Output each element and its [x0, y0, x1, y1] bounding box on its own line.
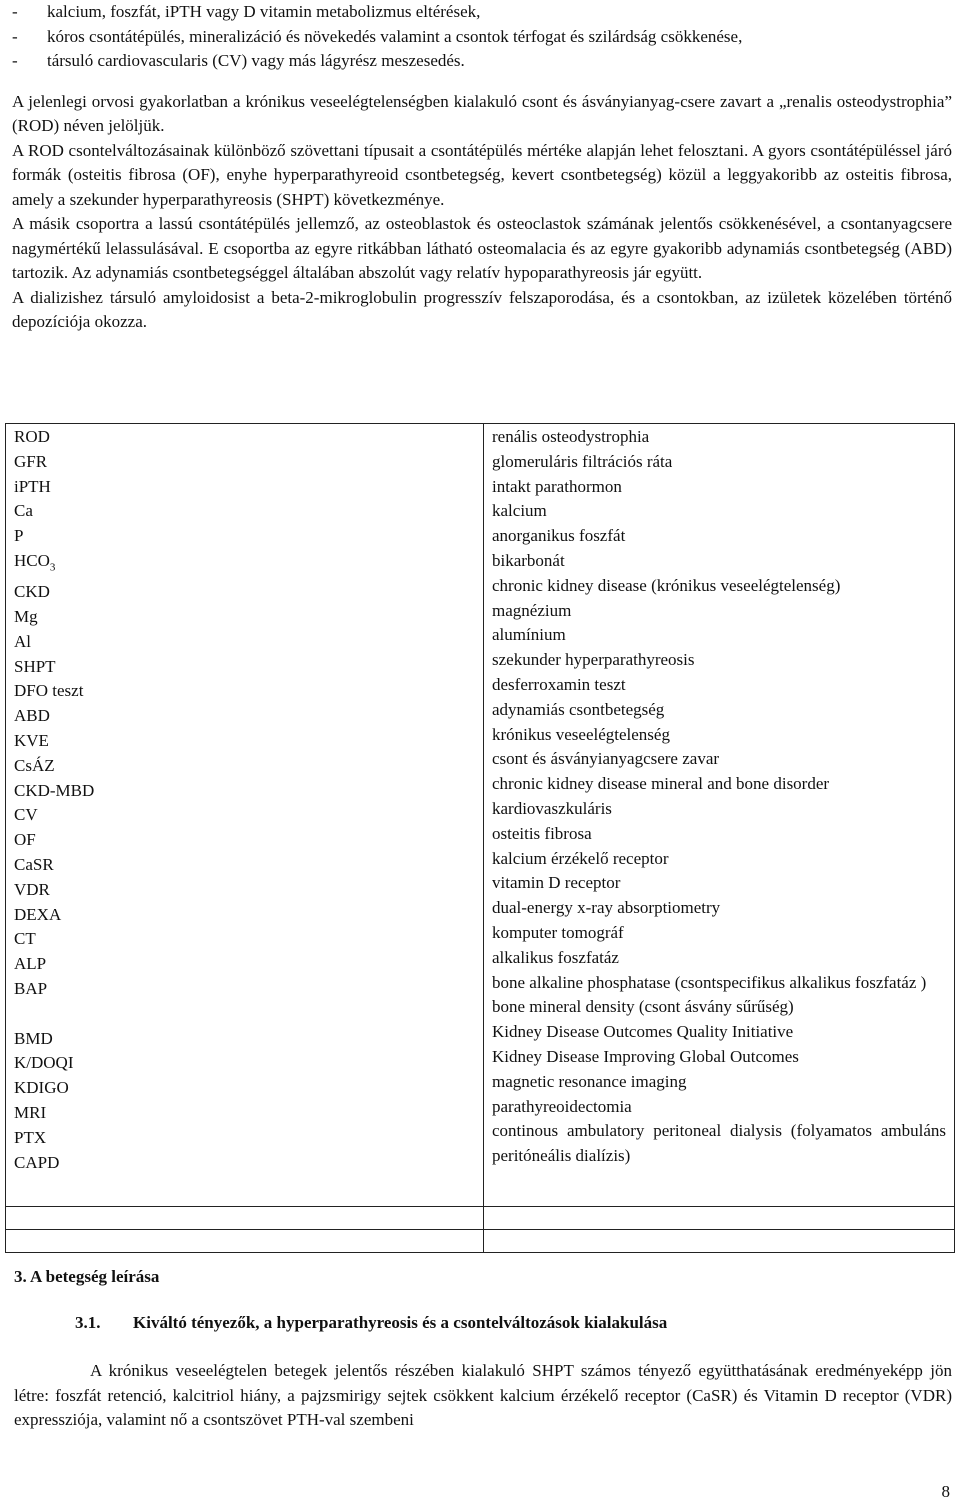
- meaning-cell: chronic kidney disease (krónikus veseelégtelenség): [492, 575, 841, 595]
- bullet-item: - kalcium, foszfát, iPTH vagy D vitamin metabolizmus eltérések,: [12, 2, 481, 21]
- abbreviation-cell: P: [14, 526, 24, 546]
- meaning-cell: krónikus veseelégtelenség: [492, 724, 670, 744]
- abbreviation-column: [6, 424, 484, 1207]
- section-body-text: A krónikus veseelégtelen betegek jelentős részében kialakuló SHPT számos tényező együtthatásának eredményeképp jön létre: foszfát retenció, kalcitriol hiány, a pajzsmirigy sejtek csökkent kalcium érzékelő receptor (CaSR) és Vitamin D receptor (VDR) expressziója, valamint nő a csontszövet PTH-val szembeni: [14, 1361, 952, 1429]
- meaning-cell: magnézium: [492, 600, 572, 620]
- meaning-cell: renális osteodystrophia: [492, 427, 650, 446]
- meaning-cell: dual-energy x-ray absorptiometry: [492, 898, 721, 918]
- subsection-heading: [75, 1311, 667, 1336]
- abbreviation-cell: GFR: [14, 451, 48, 471]
- meaning-cell: bone alkaline phosphatase (csontspecifikus alkalikus foszfatáz ): [492, 972, 927, 992]
- abbreviation-cell: MRI: [14, 1102, 47, 1122]
- meaning-cell: kardiovaszkuláris: [492, 798, 612, 818]
- meaning-cell: csont és ásványianyagcsere zavar: [492, 749, 720, 769]
- empty-cell: [484, 1230, 955, 1253]
- document-page: [12, 0, 952, 335]
- section-body: [14, 1359, 952, 1433]
- abbreviation-cell: $HCO_3$: [14, 550, 56, 574]
- meaning-cell: parathyreoidectomia: [492, 1096, 632, 1116]
- abbreviation-cell: KVE: [14, 730, 49, 750]
- empty-cell: [6, 1207, 484, 1230]
- abbreviation-cell: Ca: [14, 501, 33, 521]
- abbreviation-cell: CsÁZ: [14, 755, 55, 775]
- empty-row: [6, 1230, 955, 1253]
- abbreviation-cell: OF: [14, 830, 36, 850]
- abbreviation-cell: BMD: [14, 1028, 53, 1048]
- page-number: 8: [941, 1482, 950, 1501]
- spacer: [14, 1002, 475, 1027]
- abbreviation-cell: CKD: [14, 582, 50, 602]
- meaning-cell: desferroxamin teszt: [492, 674, 626, 694]
- abbreviation-cell: ROD: [14, 427, 50, 446]
- meaning-cell: bone mineral density (csont ásvány sűrűség): [492, 997, 794, 1017]
- bullet-text: kalcium, foszfát, iPTH vagy D vitamin metabolizmus eltérések,: [47, 2, 481, 21]
- meaning-cell: intakt parathormon: [492, 476, 622, 496]
- abbreviation-block: [6, 424, 955, 1207]
- empty-cell: [6, 1230, 484, 1253]
- paragraph-low-turnover: A másik csoportra a lassú csontátépülés jellemző, az osteoblastok és osteoclastok számának jelentős csökkenésével, a csontanyagcsere nagymértékű lelassulásával. E csoportba az egyre ritkábban látható osteomalacia és az egyre gyakoribb adynamiás csontbetegség (ABD) tartozik. Az adynamiás csontbetegséggel általában abszolút vagy relatív hypoparathyreosis jár együtt.: [12, 214, 952, 282]
- subsection-number: 3.1.: [75, 1313, 101, 1332]
- bullet-text: társuló cardiovascularis (CV) vagy más lágyrész meszesedés.: [47, 51, 465, 70]
- meaning-cell: alkalikus foszfatáz: [492, 947, 619, 967]
- bullet-item: - kóros csontátépülés, mineralizáció és növekedés valamint a csontok térfogat és szilárdság csökkenése,: [12, 26, 743, 46]
- meaning-cell: anorganikus foszfát: [492, 526, 626, 546]
- bullet-item: - társuló cardiovascularis (CV) vagy más lágyrész meszesedés.: [12, 51, 465, 70]
- empty-cell: [484, 1207, 955, 1230]
- paragraph-rod-types: A ROD csontelváltozásainak különböző szövettani típusait a csontátépülés mértéke alapján lehet felosztani. A gyors csontátépüléssel járó formák (osteitis fibrosa (OF), enyhe hyperparathyreoid csontbetegség, kevert csontbetegség) közül a leggyakoribb az osteitis fibrosa, amely a szekunder hyperparathyreosis (SHPT) következménye.: [12, 140, 952, 209]
- abbreviation-cell: Mg: [14, 606, 38, 626]
- meaning-cell: komputer tomográf: [492, 922, 624, 942]
- abbreviation-cell: CKD-MBD: [14, 780, 95, 800]
- abbreviation-cell: K/DOQI: [14, 1053, 74, 1073]
- meaning-cell: Kidney Disease Improving Global Outcomes: [492, 1046, 799, 1066]
- meaning-cell: kalcium: [492, 501, 547, 521]
- meaning-cell: glomeruláris filtrációs ráta: [492, 451, 673, 471]
- meaning-cell: adynamiás csontbetegség: [492, 699, 665, 719]
- abbreviation-cell: CT: [14, 929, 36, 949]
- spacer: [14, 1175, 475, 1200]
- meaning-cell: magnetic resonance imaging: [492, 1071, 687, 1091]
- abbreviation-table: [5, 423, 955, 1253]
- paragraph-rod-definition: A jelenlegi orvosi gyakorlatban a krónikus veseelégtelenségben kialakuló csont és ásványianyag-csere zavart a „renalis osteodystrophia” (ROD) néven jelöljük.: [12, 91, 952, 135]
- abbreviation-cell: PTX: [14, 1127, 47, 1147]
- abbreviation-cell: KDIGO: [14, 1078, 69, 1098]
- meaning-cell: Kidney Disease Outcomes Quality Initiative: [492, 1022, 794, 1042]
- abbreviation-cell: CV: [14, 805, 38, 825]
- abbreviation-cell: Al: [14, 631, 31, 651]
- abbreviation-cell: iPTH: [14, 476, 51, 496]
- subsection-title: Kiváltó tényezők, a hyperparathyreosis és a csontelváltozások kialakulása: [133, 1313, 668, 1332]
- meaning-cell: alumínium: [492, 625, 566, 645]
- abbreviation-cell: BAP: [14, 978, 48, 998]
- abbreviation-cell: CAPD: [14, 1152, 60, 1172]
- bullet-list: [12, 0, 952, 74]
- meaning-cell: chronic kidney disease mineral and bone disorder: [492, 774, 830, 794]
- abbreviation-cell: DEXA: [14, 904, 62, 924]
- abbreviation-cell: ALP: [14, 954, 47, 974]
- empty-row: [6, 1207, 955, 1230]
- abbreviation-cell: DFO teszt: [14, 681, 84, 701]
- paragraph-amyloidosis: A dializishez társuló amyloidosist a beta-2-mikroglobulin progresszív felszaporodása, és a csontokban, az izületek közelében történő depozíciója okozza.: [12, 287, 952, 331]
- meaning-column: [484, 424, 955, 1207]
- section-heading: 3. A betegség leírása: [14, 1267, 160, 1286]
- abbreviation-cell: ABD: [14, 706, 50, 726]
- meaning-cell: vitamin D receptor: [492, 873, 621, 893]
- meaning-cell: continous ambulatory peritoneal dialysis (folyamatos ambuláns peritóneális dialízis): [492, 1121, 946, 1166]
- abbreviation-cell: VDR: [14, 879, 50, 899]
- abbreviation-cell: SHPT: [14, 656, 56, 676]
- meaning-cell: szekunder hyperparathyreosis: [492, 650, 695, 670]
- meaning-cell: osteitis fibrosa: [492, 823, 592, 843]
- abbreviation-cell: CaSR: [14, 854, 54, 874]
- bullet-text: kóros csontátépülés, mineralizáció és növekedés valamint a csontok térfogat és szilárdság csökkenése,: [47, 26, 743, 46]
- meaning-cell: kalcium érzékelő receptor: [492, 848, 669, 868]
- meaning-cell: bikarbonát: [492, 550, 565, 570]
